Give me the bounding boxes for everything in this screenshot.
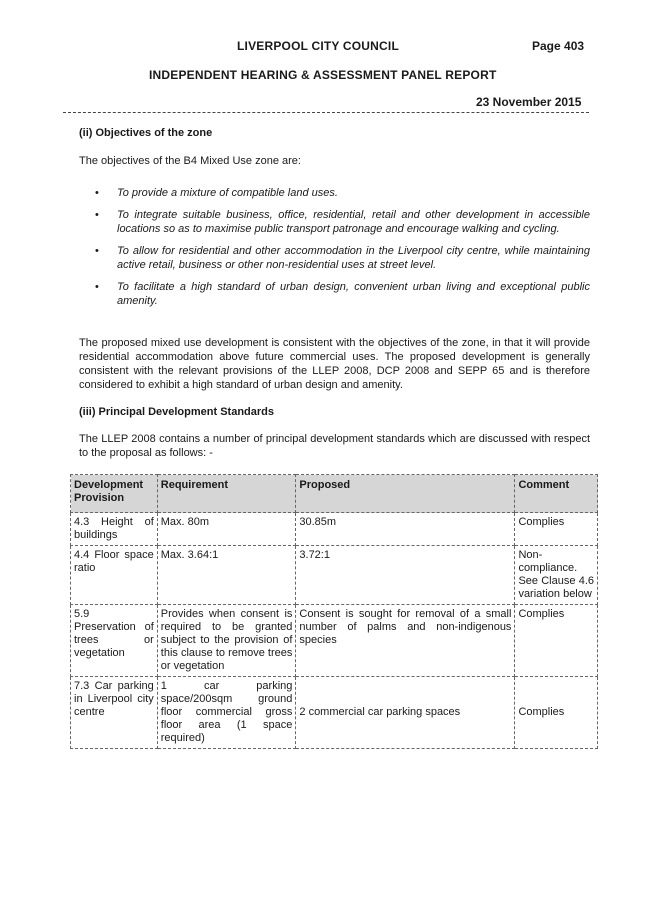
bullet-icon: • (95, 187, 99, 199)
table-cell: 4.4 Floor space ratio (71, 546, 158, 605)
council-name: LIVERPOOL CITY COUNCIL (237, 39, 399, 53)
column-header: Proposed (296, 475, 515, 513)
table-cell: 5.9 Preservation of trees or vegetation (71, 605, 158, 677)
table-cell: Complies (515, 605, 598, 677)
table-cell: Consent is sought for removal of a small number of palms and non-indigenous species (296, 605, 515, 677)
table-cell: 4.3 Height of buildings (71, 513, 158, 546)
standards-intro: The LLEP 2008 contains a number of principal development standards which are discussed with respect to the proposal as follows: - (79, 433, 590, 459)
objectives-list (79, 186, 590, 316)
table-cell: Max. 3.64:1 (157, 546, 296, 605)
table-row (71, 605, 598, 677)
table-row (71, 677, 598, 749)
list-item: • To allow for residential and other accommodation in the Liverpool city centre, while maintaining active retail, business or other non-residential uses at street level. (95, 245, 590, 271)
page-number: Page 403 (532, 39, 585, 53)
table-cell: Complies (515, 513, 598, 546)
table-row (71, 513, 598, 546)
table-cell: Complies (515, 677, 598, 749)
objectives-intro: The objectives of the B4 Mixed Use zone are: (79, 155, 301, 167)
table-cell: Max. 80m (157, 513, 296, 546)
objectives-heading: (ii) Objectives of the zone (79, 127, 213, 139)
table-cell: 3.72:1 (296, 546, 515, 605)
list-item: • To integrate suitable business, office, residential, retail and other development in accessible locations so as to maximise public transport patronage and encourage walking and cycling. (95, 209, 590, 235)
table-cell: 30.85m (296, 513, 515, 546)
bullet-icon: • (95, 245, 99, 257)
column-header: Comment (515, 475, 598, 513)
list-item: • To provide a mixture of compatible land uses. (95, 187, 338, 199)
column-header: Requirement (157, 475, 296, 513)
table-cell: 7.3 Car parking in Liverpool city centre (71, 677, 158, 749)
standards-table (70, 474, 598, 749)
report-date: 23 November 2015 (476, 95, 582, 109)
table-cell: Provides when consent is required to be granted subject to the provision of this clause to remove trees or vegetation (157, 605, 296, 677)
list-item: • To facilitate a high standard of urban design, convenient urban living and exceptional public amenity. (95, 281, 590, 307)
objectives-conclusion: The proposed mixed use development is consistent with the objectives of the zone, in that it will provide residential accommodation above future commercial uses. The proposed development is generally consistent with the relevant provisions of the LLEP 2008, DCP 2008 and SEPP 65 and is therefore considered to exhibit a high standard of urban design and amenity. (79, 337, 590, 391)
bullet-icon: • (95, 281, 99, 293)
standards-heading: (iii) Principal Development Standards (79, 406, 274, 418)
report-title: INDEPENDENT HEARING & ASSESSMENT PANEL REPORT (149, 68, 497, 82)
table-cell: Non-compliance. See Clause 4.6 variation below (515, 546, 598, 605)
table-header-row (71, 475, 598, 513)
bullet-icon: • (95, 209, 99, 221)
column-header: Development Provision (71, 475, 158, 513)
table-cell: 1 car parking space/200sqm ground floor commercial gross floor area (1 space required) (157, 677, 296, 749)
table-cell: 2 commercial car parking spaces (296, 677, 515, 749)
table-row (71, 546, 598, 605)
header-divider (63, 112, 589, 113)
